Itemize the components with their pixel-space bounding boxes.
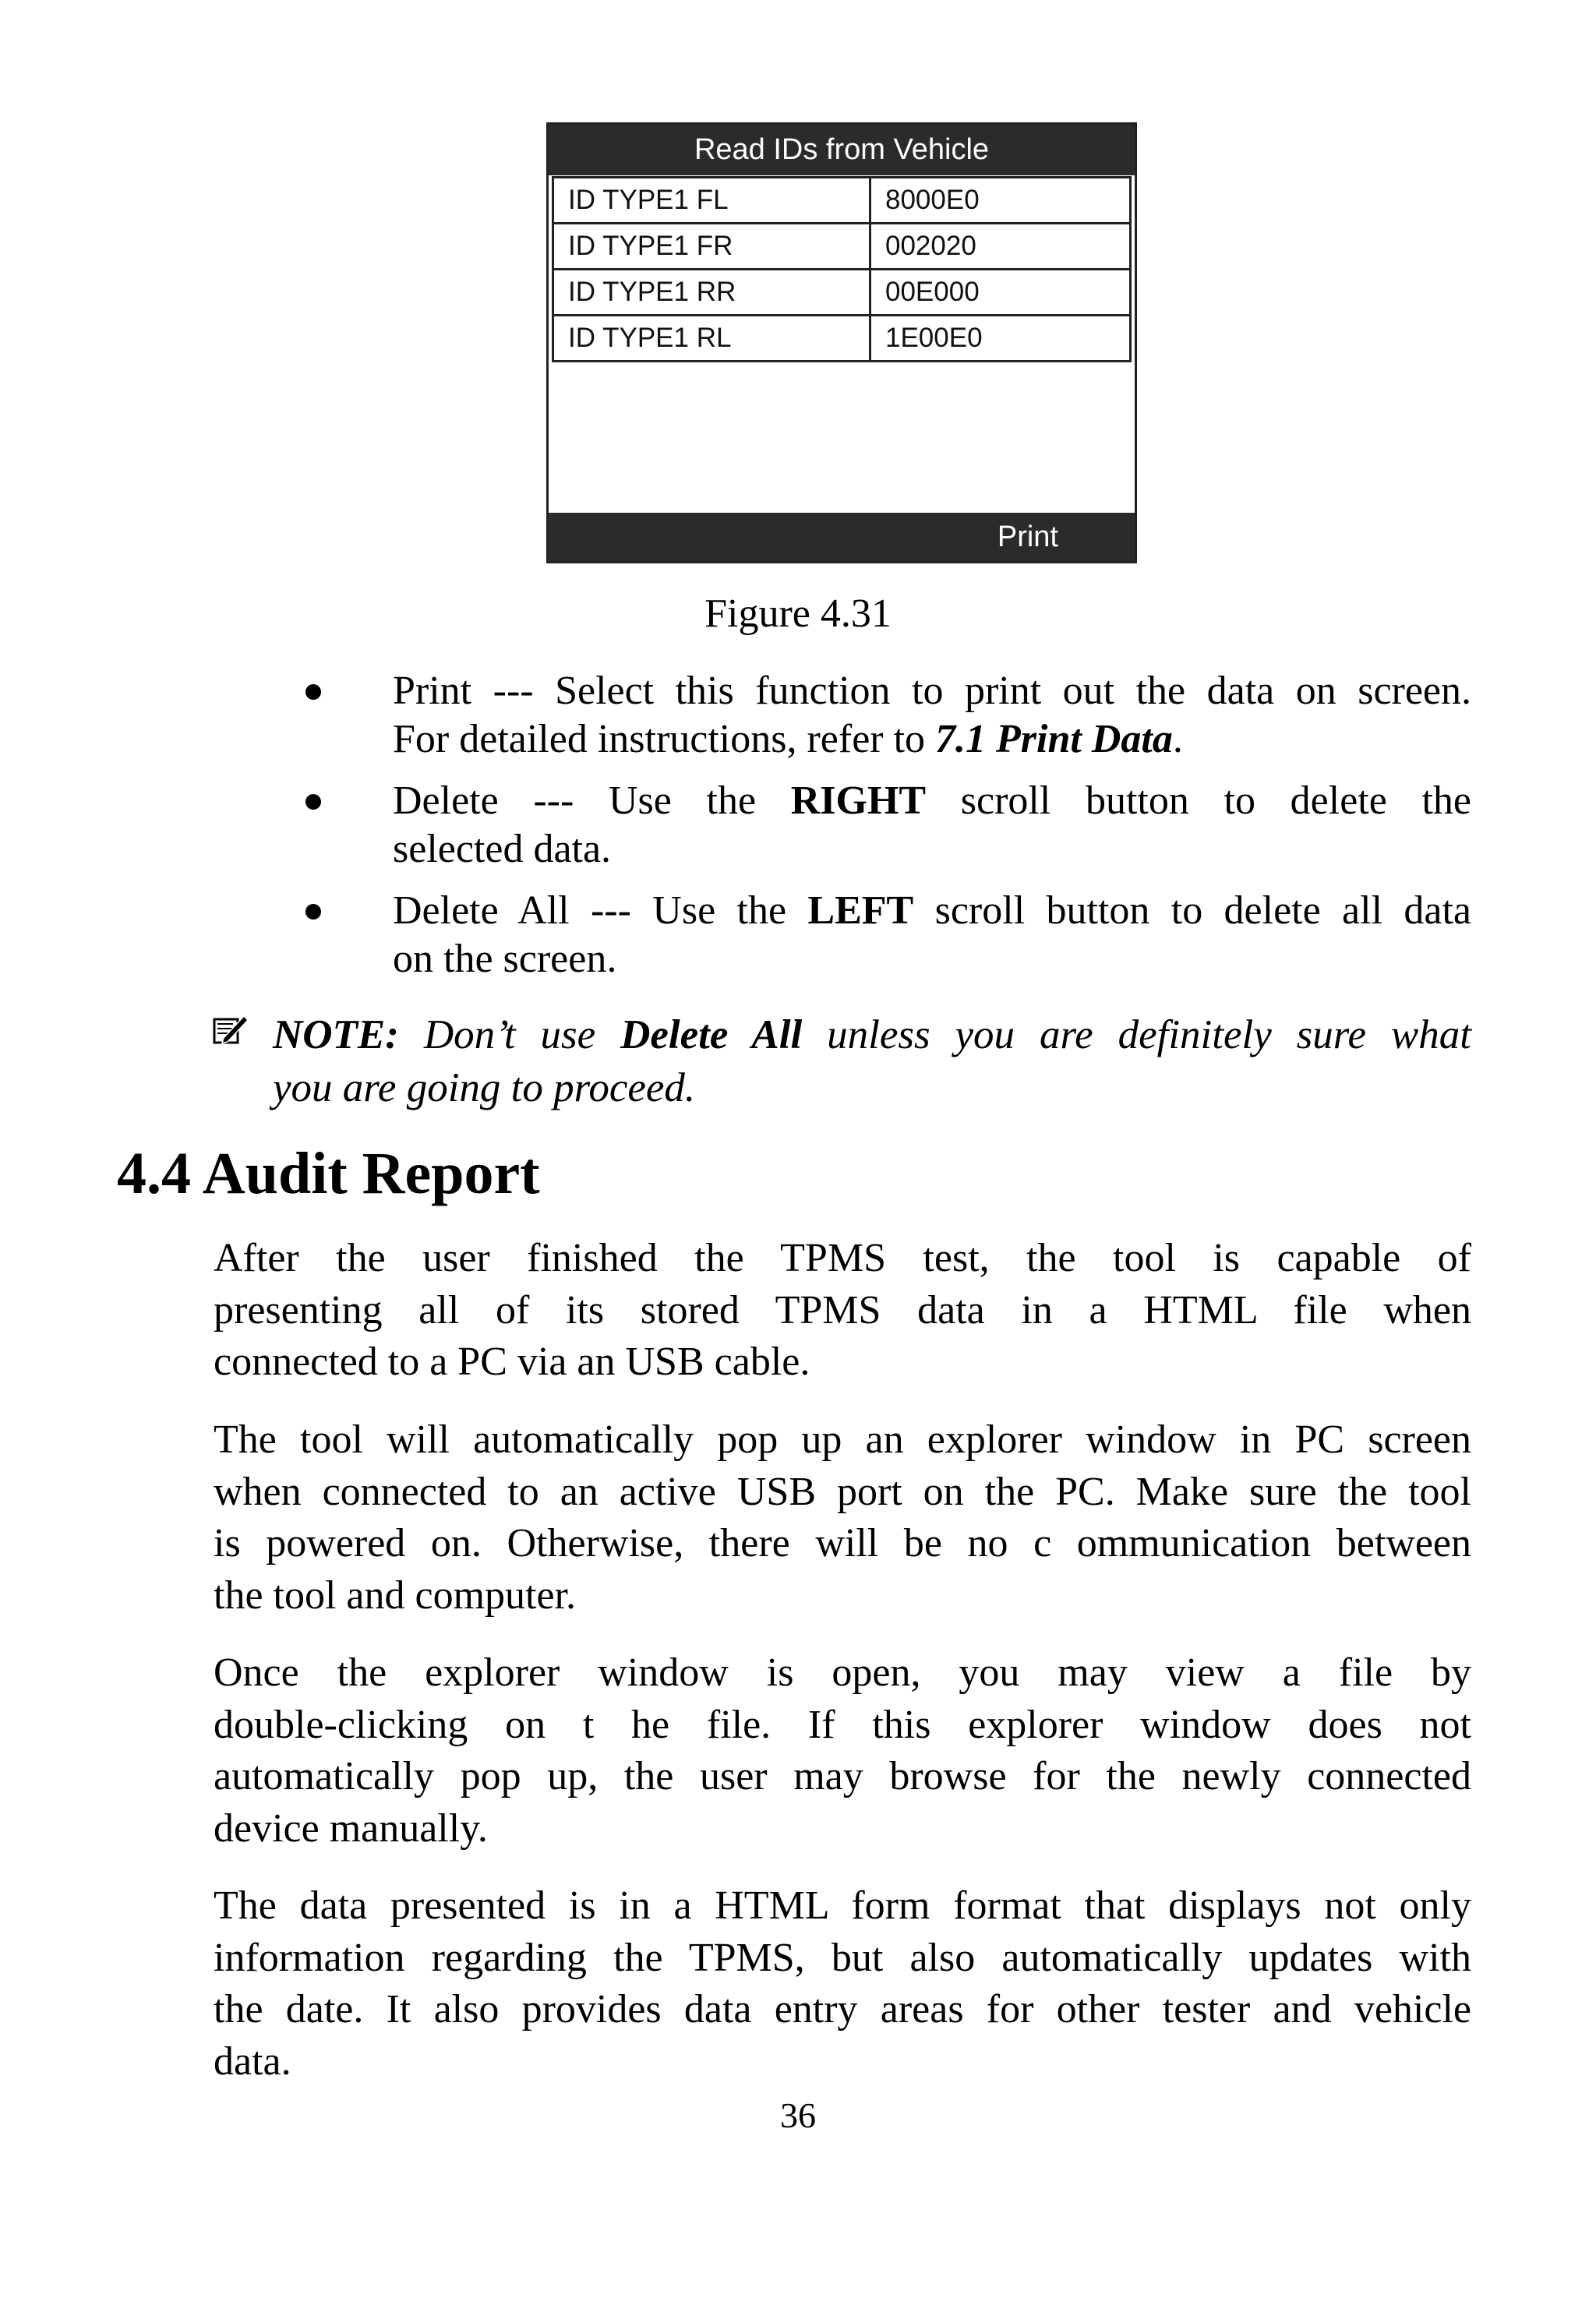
paragraph-line: when connected to an active USB port on the PC. Make sure the tool bbox=[214, 1469, 1471, 1514]
note-pencil-icon bbox=[213, 1013, 249, 1044]
bullet-delete-all-text: Delete All --- Use the bbox=[393, 888, 808, 933]
screen-title: Read IDs from Vehicle bbox=[549, 125, 1135, 175]
paragraph-line: device manually. bbox=[214, 1806, 488, 1851]
bullet-delete-all-text-end: scroll button to delete all data bbox=[913, 888, 1471, 933]
sensor-id-cell: 1E00E0 bbox=[870, 316, 1131, 362]
section-heading: 4.4 Audit Report bbox=[117, 1141, 540, 1206]
paragraph-line: automatically pop up, the user may browse for the newly connected bbox=[214, 1754, 1471, 1799]
bullet-dot bbox=[305, 904, 321, 920]
bullet-delete-all-line2: on the screen. bbox=[393, 937, 617, 981]
note-delete-all: Delete All bbox=[620, 1012, 803, 1057]
bullet-delete-text: Delete --- Use the bbox=[393, 778, 791, 823]
sensor-name-cell: ID TYPE1 RL bbox=[553, 316, 870, 362]
sensor-id-cell: 00E000 bbox=[870, 270, 1131, 316]
sensor-name-cell: ID TYPE1 FR bbox=[553, 224, 870, 270]
paragraph-line: the tool and computer. bbox=[214, 1573, 577, 1618]
paragraph-line: presenting all of its stored TPMS data in a HTML file when bbox=[214, 1287, 1471, 1333]
table-row[interactable] bbox=[553, 270, 1131, 316]
note-line1 bbox=[273, 1008, 1471, 1061]
bullet-print-text: For detailed instructions, refer to bbox=[393, 717, 936, 761]
bullet-print-line2 bbox=[393, 715, 1471, 764]
sensor-name-cell: ID TYPE1 FL bbox=[553, 178, 870, 224]
page-number: 36 bbox=[780, 2095, 816, 2135]
sensor-id-table bbox=[552, 176, 1132, 362]
paragraph-3 bbox=[214, 1647, 1471, 1855]
bullet-delete-text-end: scroll button to delete the bbox=[926, 778, 1471, 823]
sensor-id-cell: 8000E0 bbox=[870, 178, 1131, 224]
note-label: NOTE: bbox=[273, 1012, 399, 1057]
softkey-bar bbox=[549, 513, 1135, 561]
figure-caption: Figure 4.31 bbox=[704, 591, 892, 636]
table-row[interactable] bbox=[553, 178, 1131, 224]
sensor-id-cell: 002020 bbox=[870, 224, 1131, 270]
bullet-delete-all-line1 bbox=[393, 887, 1471, 935]
print-data-reference: 7.1 Print Data bbox=[935, 717, 1173, 761]
bullet-dot bbox=[305, 794, 321, 810]
paragraph-line: the date. It also provides data entry areas for other tester and vehicle bbox=[214, 1987, 1471, 2031]
paragraph-line: data. bbox=[214, 2039, 291, 2084]
table-row[interactable] bbox=[553, 224, 1131, 270]
paragraph-line: Once the explorer window is open, you may view a file by bbox=[214, 1650, 1471, 1695]
print-softkey[interactable]: Print bbox=[997, 521, 1058, 553]
paragraph-line: The data presented is in a HTML form format that displays not only bbox=[214, 1883, 1471, 1928]
note-text-end: unless you are definitely sure what bbox=[802, 1012, 1471, 1057]
paragraph-1 bbox=[214, 1233, 1471, 1389]
device-screen bbox=[546, 122, 1137, 563]
paragraph-4 bbox=[214, 1880, 1471, 2088]
paragraph-2 bbox=[214, 1414, 1471, 1622]
bullet-delete-line1 bbox=[393, 777, 1471, 825]
right-key-label: RIGHT bbox=[790, 778, 927, 823]
paragraph-line: information regarding the TPMS, but also automatically updates with bbox=[214, 1935, 1471, 1980]
table-row[interactable] bbox=[553, 316, 1131, 362]
paragraph-line: is powered on. Otherwise, there will be no c ommunication between bbox=[214, 1521, 1471, 1566]
paragraph-line: connected to a PC via an USB cable. bbox=[214, 1340, 810, 1384]
bullet-delete bbox=[393, 777, 1471, 874]
bullet-print bbox=[393, 667, 1471, 764]
bullet-print-period: . bbox=[1172, 717, 1183, 761]
bullet-print-line1: Print --- Select this function to print out the data on screen. bbox=[393, 669, 1471, 713]
bullet-delete-line2: selected data. bbox=[393, 827, 612, 871]
note-line2: you are going to proceed. bbox=[273, 1065, 696, 1110]
bullet-delete-all bbox=[393, 887, 1471, 983]
note bbox=[273, 1008, 1471, 1114]
paragraph-line: double-clicking on t he file. If this explorer window does not bbox=[214, 1702, 1471, 1747]
bullet-dot bbox=[305, 684, 321, 700]
sensor-name-cell: ID TYPE1 RR bbox=[553, 270, 870, 316]
left-key-label: LEFT bbox=[807, 888, 914, 933]
note-text-start: Don’t use bbox=[398, 1012, 621, 1057]
paragraph-line: The tool will automatically pop up an explorer window in PC screen bbox=[214, 1417, 1471, 1462]
paragraph-line: After the user finished the TPMS test, the tool is capable of bbox=[214, 1236, 1471, 1280]
